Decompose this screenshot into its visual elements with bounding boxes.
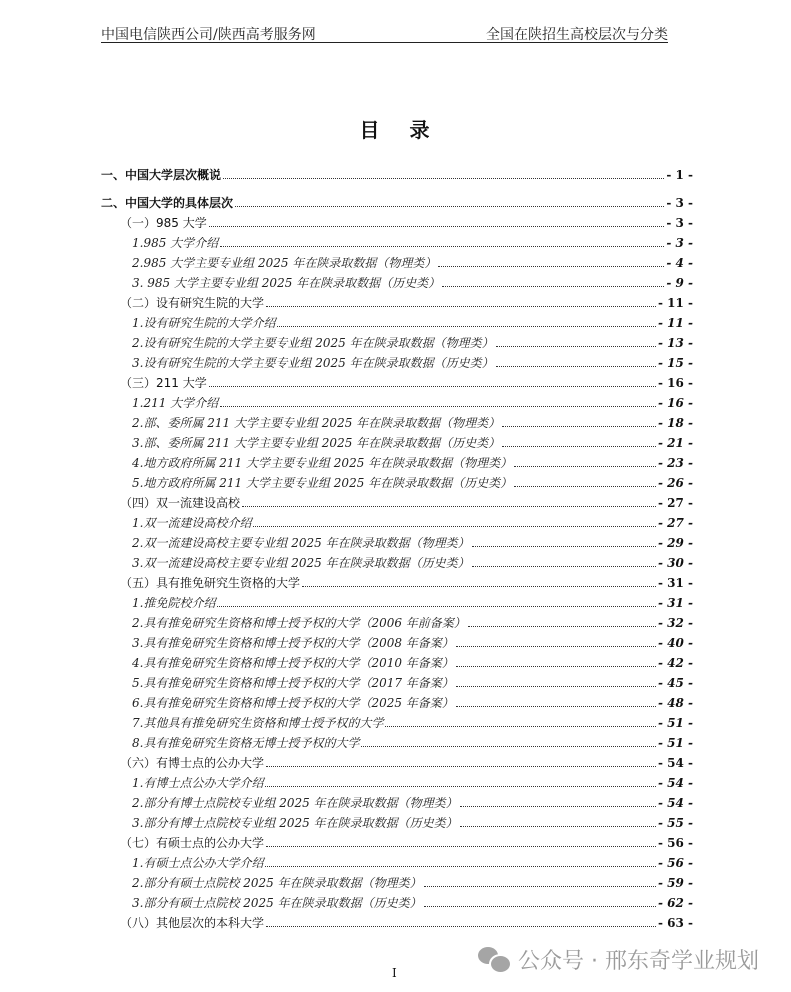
toc-entry[interactable]	[101, 631, 693, 651]
toc-entry-page: - 32 -	[657, 616, 693, 630]
toc-entry[interactable]	[101, 551, 693, 571]
toc-entry-label: 一、中国大学层次概说	[101, 168, 222, 182]
toc-entry-label: （二）设有研究生院的大学	[120, 296, 265, 310]
toc-leader-dots	[277, 326, 656, 327]
toc-entry[interactable]	[101, 611, 693, 631]
toc-title-char-1: 目	[359, 118, 382, 142]
toc-entry-label: （五）具有推免研究生资格的大学	[120, 576, 301, 590]
toc-leader-dots	[424, 906, 656, 907]
toc-entry-page: - 45 -	[657, 676, 693, 690]
toc-leader-dots	[266, 926, 656, 927]
toc-entry[interactable]	[101, 911, 693, 931]
toc-entry[interactable]	[101, 651, 693, 671]
toc-entry-page: - 63 -	[657, 916, 693, 930]
toc-entry-label: 5.地方政府所属 211 大学主要专业组 2025 年在陕录取数据（历史类）	[132, 476, 513, 490]
page-number: I	[392, 966, 397, 980]
toc-entry-page: - 54 -	[657, 776, 693, 790]
toc-entry[interactable]	[101, 331, 693, 351]
toc-entry[interactable]	[101, 591, 693, 611]
toc-entry-page: - 3 -	[666, 196, 693, 210]
toc-entry[interactable]	[101, 831, 693, 851]
toc-leader-dots	[502, 446, 656, 447]
toc-entry-label: （六）有博士点的公办大学	[120, 756, 265, 770]
toc-entry[interactable]	[101, 211, 693, 231]
watermark	[478, 944, 759, 975]
toc-entry-page: - 59 -	[657, 876, 693, 890]
toc-entry-label: 3.具有推免研究生资格和博士授予权的大学（2008 年备案）	[132, 636, 454, 650]
toc-entry-label: 3.部分有硕士点院校 2025 年在陕录取数据（历史类）	[132, 896, 422, 910]
toc-entry-page: - 16 -	[657, 396, 693, 410]
toc-entry[interactable]	[101, 871, 693, 891]
toc-entry-page: - 4 -	[666, 256, 693, 270]
toc-leader-dots	[424, 886, 656, 887]
toc-entry-label: （七）有硕士点的公办大学	[120, 836, 265, 850]
toc-entry-page: - 54 -	[657, 756, 693, 770]
toc-leader-dots	[496, 346, 656, 347]
toc-entry-label: 4.地方政府所属 211 大学主要专业组 2025 年在陕录取数据（物理类）	[132, 456, 513, 470]
page-header	[101, 22, 668, 43]
toc-entry-page: - 27 -	[657, 516, 693, 530]
toc-entry-label: 3.双一流建设高校主要专业组 2025 年在陕录取数据（历史类）	[132, 556, 470, 570]
toc-entry-label: 1.双一流建设高校介绍	[132, 516, 252, 530]
toc-entry[interactable]	[101, 891, 693, 911]
toc-entry-label: 3. 985 大学主要专业组 2025 年在陕录取数据（历史类）	[132, 276, 441, 290]
toc-entry-label: 3.设有研究生院的大学主要专业组 2025 年在陕录取数据（历史类）	[132, 356, 494, 370]
toc-leader-dots	[456, 646, 656, 647]
toc-entry[interactable]	[101, 391, 693, 411]
toc-leader-dots	[442, 286, 664, 287]
table-of-contents	[101, 155, 693, 931]
toc-entry[interactable]	[101, 571, 693, 591]
toc-leader-dots	[265, 786, 656, 787]
toc-entry-page: - 56 -	[657, 856, 693, 870]
toc-entry-page: - 1 -	[666, 168, 693, 182]
toc-leader-dots	[502, 426, 656, 427]
toc-entry[interactable]	[101, 671, 693, 691]
toc-leader-dots	[209, 226, 665, 227]
toc-leader-dots	[514, 466, 656, 467]
toc-leader-dots	[361, 746, 656, 747]
toc-entry-label: （八）其他层次的本科大学	[120, 916, 265, 930]
toc-leader-dots	[385, 726, 656, 727]
toc-entry-page: - 21 -	[657, 436, 693, 450]
toc-entry-page: - 27 -	[657, 496, 693, 510]
toc-entry[interactable]	[101, 771, 693, 791]
toc-entry[interactable]	[101, 711, 693, 731]
toc-entry[interactable]	[101, 531, 693, 551]
toc-entry[interactable]	[101, 311, 693, 331]
toc-title-char-2: 录	[409, 118, 432, 142]
toc-entry-label: （四）双一流建设高校	[120, 496, 241, 510]
toc-leader-dots	[496, 366, 656, 367]
toc-entry-page: - 3 -	[666, 216, 693, 230]
toc-entry-label: 2.双一流建设高校主要专业组 2025 年在陕录取数据（物理类）	[132, 536, 470, 550]
toc-entry[interactable]	[101, 351, 693, 371]
toc-entry-page: - 51 -	[657, 716, 693, 730]
toc-leader-dots	[456, 706, 656, 707]
toc-entry-label: 1.设有研究生院的大学介绍	[132, 316, 276, 330]
toc-entry-page: - 54 -	[657, 796, 693, 810]
toc-leader-dots	[266, 306, 656, 307]
toc-entry-label: 2.985 大学主要专业组 2025 年在陕录取数据（物理类）	[132, 256, 437, 270]
toc-entry-page: - 42 -	[657, 656, 693, 670]
toc-entry[interactable]	[101, 811, 693, 831]
header-right-text: 全国在陕招生高校层次与分类	[486, 27, 668, 43]
toc-entry[interactable]	[101, 183, 693, 211]
toc-leader-dots	[460, 826, 656, 827]
toc-entry-label: （一）985 大学	[120, 216, 207, 230]
watermark-text: 公众号 · 邢东奇学业规划	[518, 949, 759, 974]
header-left-text: 中国电信陕西公司/陕西高考服务网	[101, 27, 316, 43]
toc-leader-dots	[217, 606, 656, 607]
toc-entry-label: 4.具有推免研究生资格和博士授予权的大学（2010 年备案）	[132, 656, 454, 670]
toc-entry[interactable]	[101, 691, 693, 711]
toc-title	[0, 114, 791, 143]
toc-entry-page: - 18 -	[657, 416, 693, 430]
toc-leader-dots	[266, 766, 656, 767]
toc-entry-label: 7.其他具有推免研究生资格和博士授予权的大学	[132, 716, 384, 730]
toc-entry[interactable]	[101, 411, 693, 431]
toc-entry[interactable]	[101, 371, 693, 391]
toc-leader-dots	[220, 406, 656, 407]
toc-entry[interactable]	[101, 491, 693, 511]
toc-entry-label: （三）211 大学	[120, 376, 207, 390]
toc-entry[interactable]	[101, 791, 693, 811]
toc-leader-dots	[456, 686, 656, 687]
toc-entry-label: 二、中国大学的具体层次	[101, 196, 234, 210]
toc-leader-dots	[472, 566, 656, 567]
toc-entry-label: 2.部分有博士点院校专业组 2025 年在陕录取数据（物理类）	[132, 796, 458, 810]
toc-entry[interactable]	[101, 291, 693, 311]
toc-entry-page: - 55 -	[657, 816, 693, 830]
toc-entry[interactable]	[101, 851, 693, 871]
toc-entry-page: - 40 -	[657, 636, 693, 650]
toc-entry[interactable]	[101, 155, 693, 183]
toc-entry-page: - 26 -	[657, 476, 693, 490]
toc-leader-dots	[235, 206, 664, 207]
toc-entry-page: - 48 -	[657, 696, 693, 710]
toc-entry[interactable]	[101, 451, 693, 471]
toc-entry-page: - 30 -	[657, 556, 693, 570]
toc-entry-label: 2.部、委所属 211 大学主要专业组 2025 年在陕录取数据（物理类）	[132, 416, 501, 430]
toc-entry-page: - 11 -	[657, 296, 693, 310]
toc-entry-label: 2.部分有硕士点院校 2025 年在陕录取数据（物理类）	[132, 876, 422, 890]
toc-entry-label: 6.具有推免研究生资格和博士授予权的大学（2025 年备案）	[132, 696, 454, 710]
toc-entry-label: 5.具有推免研究生资格和博士授予权的大学（2017 年备案）	[132, 676, 454, 690]
toc-leader-dots	[253, 526, 656, 527]
toc-entry-label: 1.推免院校介绍	[132, 596, 216, 610]
toc-entry-label: 3.部分有博士点院校专业组 2025 年在陕录取数据（历史类）	[132, 816, 458, 830]
toc-leader-dots	[220, 246, 664, 247]
toc-leader-dots	[209, 386, 656, 387]
toc-entry-page: - 56 -	[657, 836, 693, 850]
toc-leader-dots	[472, 546, 656, 547]
toc-entry[interactable]	[101, 471, 693, 491]
toc-entry[interactable]	[101, 751, 693, 771]
toc-entry-page: - 16 -	[657, 376, 693, 390]
toc-leader-dots	[438, 266, 664, 267]
toc-entry[interactable]	[101, 431, 693, 451]
toc-entry[interactable]	[101, 511, 693, 531]
toc-entry-label: 1.211 大学介绍	[132, 396, 219, 410]
toc-entry-label: 1.有博士点公办大学介绍	[132, 776, 264, 790]
toc-entry-label: 1.有硕士点公办大学介绍	[132, 856, 264, 870]
toc-entry-label: 2.具有推免研究生资格和博士授予权的大学（2006 年前备案）	[132, 616, 466, 630]
toc-entry-page: - 15 -	[657, 356, 693, 370]
toc-leader-dots	[302, 586, 656, 587]
toc-entry-page: - 11 -	[657, 316, 693, 330]
toc-entry-page: - 13 -	[657, 336, 693, 350]
toc-entry[interactable]	[101, 251, 693, 271]
toc-entry-page: - 62 -	[657, 896, 693, 910]
toc-leader-dots	[456, 666, 656, 667]
toc-entry-page: - 9 -	[666, 276, 693, 290]
toc-entry-label: 1.985 大学介绍	[132, 236, 219, 250]
toc-entry-page: - 31 -	[657, 576, 693, 590]
toc-leader-dots	[265, 866, 656, 867]
toc-entry-label: 8.具有推免研究生资格无博士授予权的大学	[132, 736, 360, 750]
toc-leader-dots	[242, 506, 656, 507]
toc-leader-dots	[460, 806, 656, 807]
toc-entry-page: - 3 -	[666, 236, 693, 250]
toc-entry-page: - 51 -	[657, 736, 693, 750]
toc-entry-page: - 31 -	[657, 596, 693, 610]
toc-entry-label: 3.部、委所属 211 大学主要专业组 2025 年在陕录取数据（历史类）	[132, 436, 501, 450]
toc-entry-label: 2.设有研究生院的大学主要专业组 2025 年在陕录取数据（物理类）	[132, 336, 494, 350]
wechat-icon	[478, 947, 512, 973]
toc-entry[interactable]	[101, 731, 693, 751]
toc-entry[interactable]	[101, 271, 693, 291]
toc-entry-page: - 29 -	[657, 536, 693, 550]
toc-leader-dots	[266, 846, 656, 847]
toc-entry[interactable]	[101, 231, 693, 251]
toc-leader-dots	[223, 178, 664, 179]
toc-leader-dots	[514, 486, 656, 487]
toc-leader-dots	[468, 626, 656, 627]
toc-entry-page: - 23 -	[657, 456, 693, 470]
